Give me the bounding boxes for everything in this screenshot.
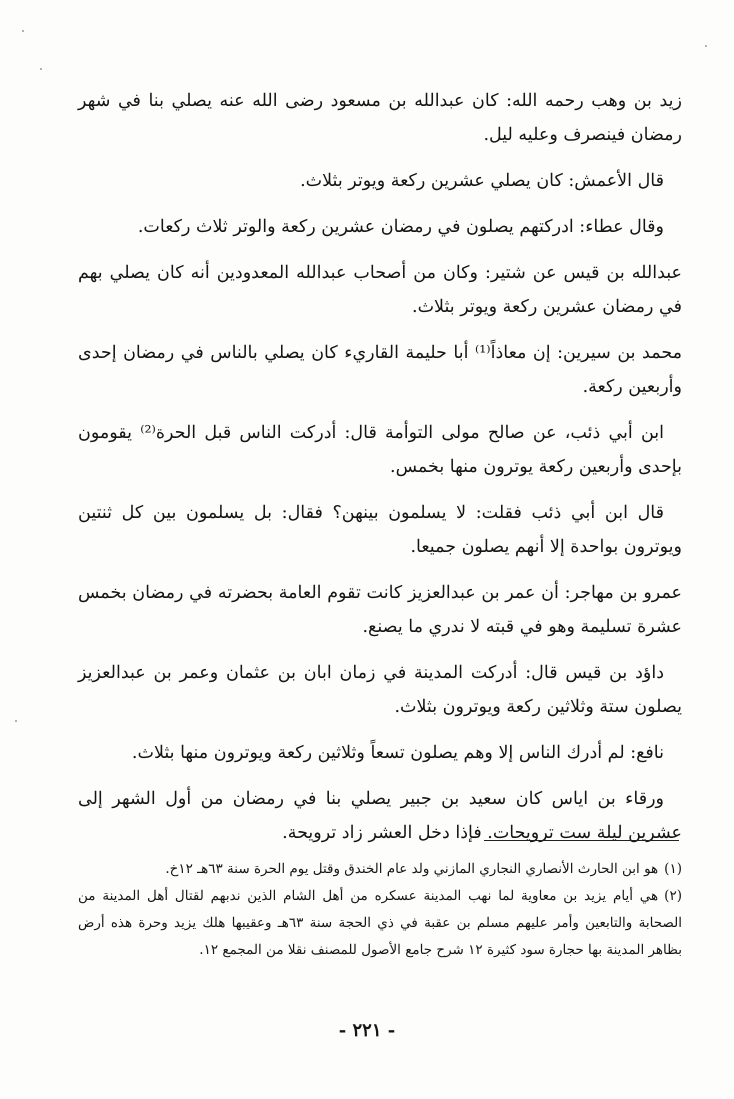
footnote-text: هي أيام يزيد بن معاوية لما نهب المدينة عسكره من أهل الشام الذين ندبهم لقتال أهل المدينة من الصحابة والتابعين وأمر عليهم مسلم بن عقبة في ذي الحجة سنة ٦٣هـ وعقيبها هلك يزيد وحرة هذه أرض بظاهر المدينة بها حجارة سود كثيرة ١٢ شرح جامع الأصول للمصنف نقلا من المجمع ١٢. — [78, 888, 682, 958]
footnotes — [78, 856, 682, 964]
footnote — [78, 883, 682, 964]
paragraph: قال ابن أبي ذئب فقلت: لا يسلمون بينهن؟ فقال: بل يسلمون بين كل ثنتين ويوترون بواحدة إلا أنهم يصلون جميعا. — [78, 503, 682, 557]
paragraph: ابن أبي ذئب، عن صالح مولى التوأمة قال: أدركت الناس قبل الحرة⁽²⁾ يقومون بإحدى وأربعين ركعة يوترون منها بخمس. — [78, 423, 682, 477]
paragraph: ورقاء بن اياس كان سعيد بن جبير يصلي بنا في رمضان من أول الشهر إلى عشرين ليلة ست ترويحات. فإذا دخل العشر زاد ترويحة. — [78, 789, 682, 843]
scan-speck — [40, 68, 42, 70]
paragraph: نافع: لم أدرك الناس إلا وهم يصلون تسعاً وثلاثين ركعة ويوترون منها بثلاث. — [131, 743, 664, 763]
paragraph: عبدالله بن قيس عن شتير: وكان من أصحاب عبدالله المعدودين أنه كان يصلي بهم في رمضان عشرين ركعة ويوتر بثلاث. — [78, 263, 682, 317]
paragraph: محمد بن سيرين: إن معاذاً⁽¹⁾ أبا حليمة القاريء كان يصلي بالناس في رمضان إحدى وأربعين ركعة. — [78, 343, 682, 397]
page-number: - ٢٢١ - — [338, 1020, 396, 1041]
paragraph: زيد بن وهب رحمه الله: كان عبدالله بن مسعود رضى الله عنه يصلي بنا في شهر رمضان فينصرف وعليه ليل. — [78, 91, 682, 145]
scan-speck — [705, 45, 707, 47]
footnote — [78, 856, 682, 883]
main-text — [78, 84, 682, 862]
paragraph: عمرو بن مهاجر: أن عمر بن عبدالعزيز كانت تقوم العامة بحضرته في رمضان بخمس عشرة تسليمة وهو في قبته لا ندري ما يصنع. — [78, 583, 682, 637]
footnote-text: هو ابن الحارث الأنصاري النجاري المازني ولد عام الخندق وقتل يوم الحرة سنة ٦٣هـ ١٢خ. — [165, 861, 659, 877]
paragraph: قال الأعمش: كان يصلي عشرين ركعة ويوتر بثلاث. — [300, 171, 664, 191]
paragraph: داؤد بن قيس قال: أدركت المدينة في زمان ابان بن عثمان وعمر بن عبدالعزيز يصلون ستة وثلاثين ركعة ويوترون بثلاث. — [78, 663, 682, 717]
footnote-divider — [484, 840, 679, 841]
paragraph: وقال عطاء: ادركتهم يصلون في رمضان عشرين ركعة والوتر ثلاث ركعات. — [137, 217, 664, 237]
scan-speck — [22, 30, 24, 32]
footnote-number: (١) — [664, 861, 682, 877]
footnote-number: (٢) — [664, 888, 682, 904]
scan-speck — [15, 720, 17, 722]
